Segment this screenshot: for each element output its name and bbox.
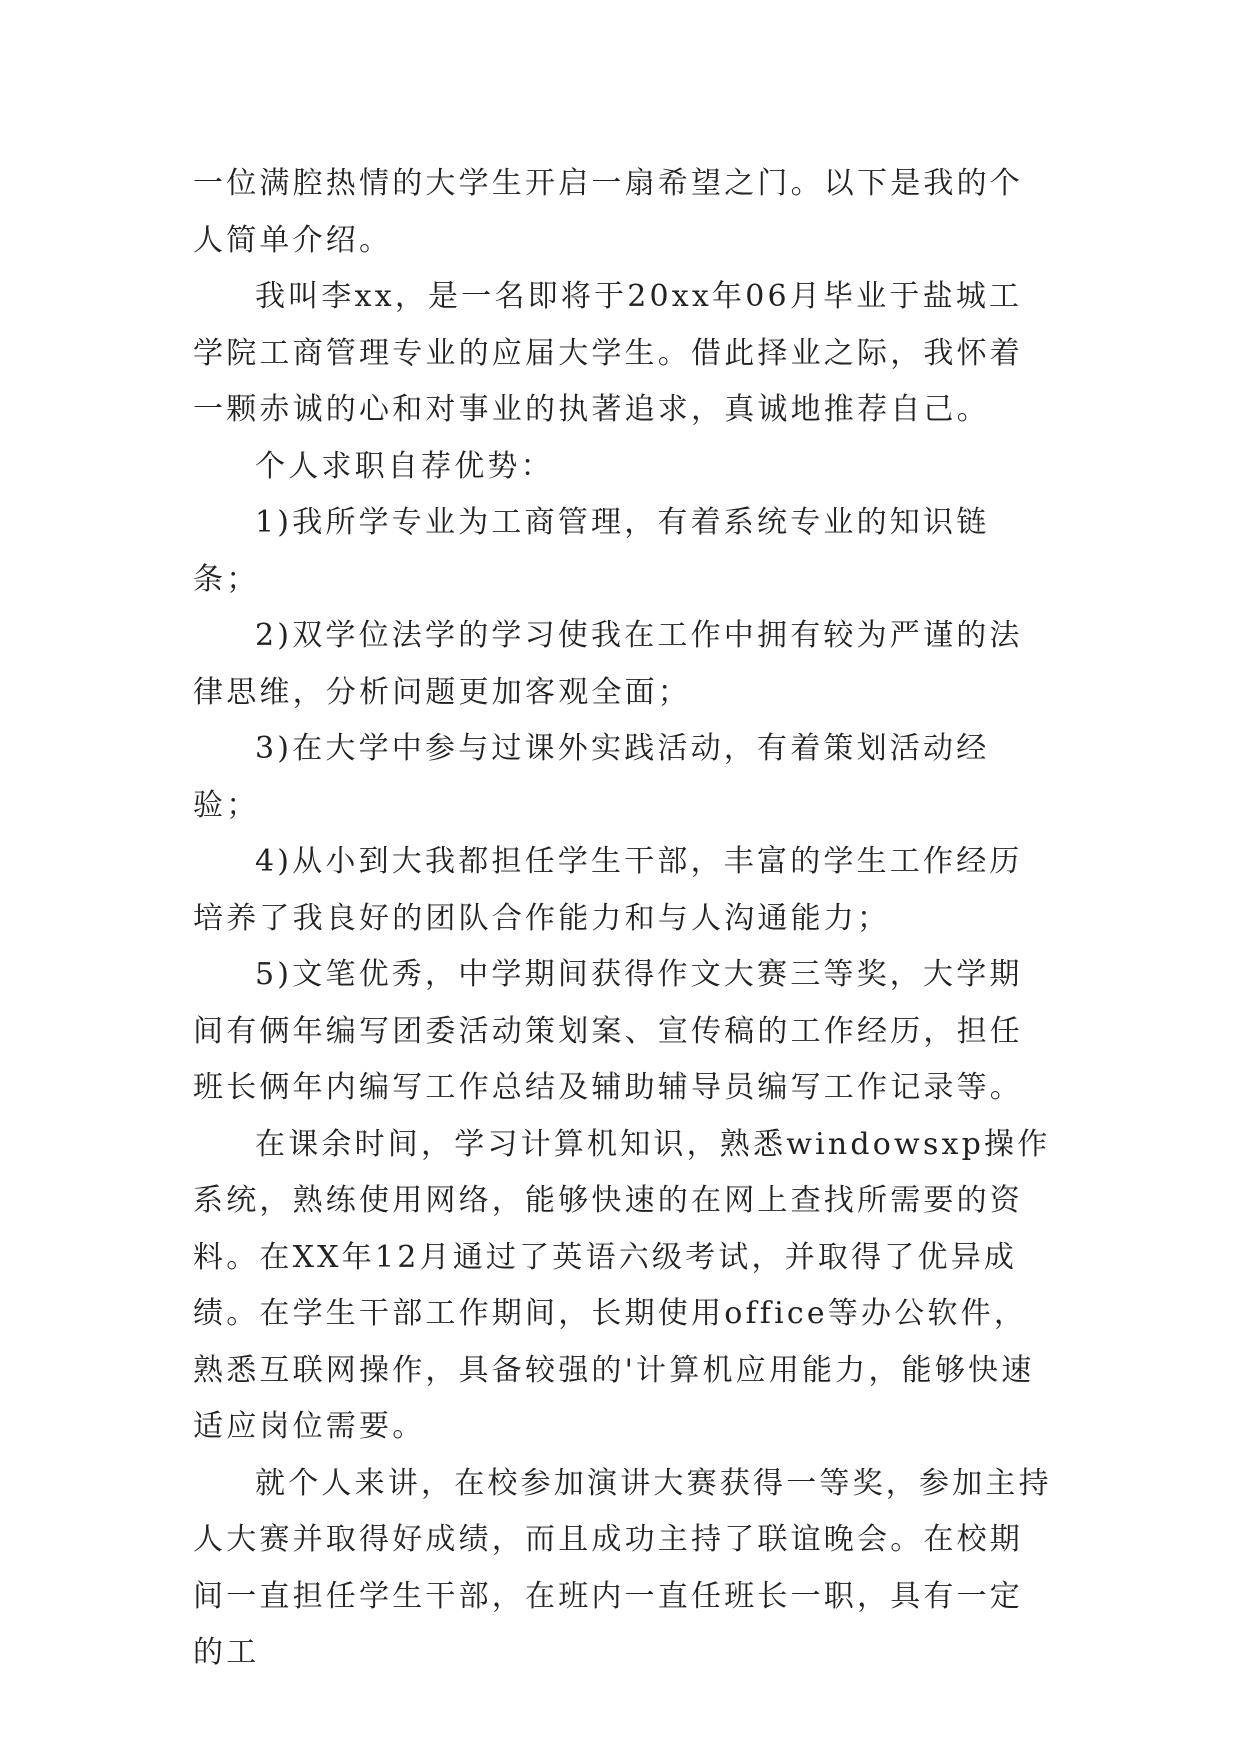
paragraph-personal-achievements: 就个人来讲，在校参加演讲大赛获得一等奖，参加主持人大赛并取得好成绩，而且成功主持了联谊晚会。在校期间一直担任学生干部，在班内一直任班长一职，具有一定的工 — [193, 1465, 1052, 1670]
paragraph-computer-skills: 在课余时间，学习计算机知识，熟悉windowsxp操作系统，熟练使用网络，能够快速的在网上查找所需要的资料。在XX年12月通过了英语六级考试，并取得了优异成绩。在学生干部工作期间，长期使用office等办公软件，熟悉互联网操作，具备较强的'计算机应用能力，能够快速适应岗位需要。 — [193, 1126, 1051, 1444]
paragraph-advantages-heading: 个人求职自荐优势： — [255, 448, 554, 484]
paragraph-self-introduction: 我叫李xx，是一名即将于20xx年06月毕业于盐城工学院工商管理专业的应届大学生。借此择业之际，我怀着一颗赤诚的心和对事业的执著追求，真诚地推荐自己。 — [193, 279, 1023, 427]
paragraph-advantage-4: 4)从小到大我都担任学生干部，丰富的学生工作经历培养了我良好的团队合作能力和与人沟通能力； — [193, 844, 1023, 936]
paragraph-advantage-3: 3)在大学中参与过课外实践活动，有着策划活动经验； — [193, 731, 990, 823]
paragraph-advantage-1: 1)我所学专业为工商管理，有着系统专业的知识链条； — [193, 505, 990, 597]
paragraph-intro-continuation: 一位满腔热情的大学生开启一扇希望之门。以下是我的个人简单介绍。 — [193, 166, 1023, 258]
paragraph-advantage-2: 2)双学位法学的学习使我在工作中拥有较为严谨的法律思维，分析问题更加客观全面； — [193, 618, 1023, 710]
document-body — [193, 156, 1053, 1682]
paragraph-advantage-5: 5)文笔优秀，中学期间获得作文大赛三等奖，大学期间有俩年编写团委活动策划案、宣传稿的工作经历，担任班长俩年内编写工作总结及辅助辅导员编写工作记录等。 — [193, 957, 1023, 1105]
